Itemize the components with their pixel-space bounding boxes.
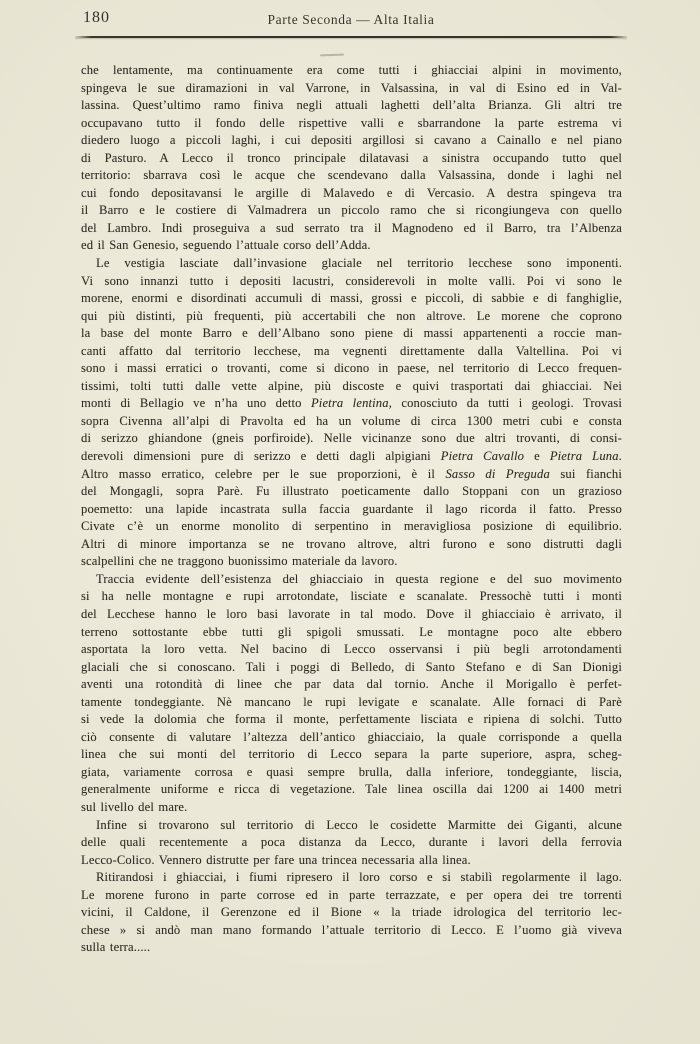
text-line: sulla terra.....: [81, 940, 151, 955]
text-line: linea che sui monti del territorio di Lecco separa la parte superiore, aspra, scheg-: [81, 747, 622, 762]
text-line: il Barro e le costiere di Valmadrera un piccolo ramo che si ricongiungeva con quello: [81, 203, 622, 218]
text-line: vicini, il Caldone, il Gerenzone ed il Bione « la triade idrologica del territorio lec-: [81, 905, 622, 920]
text-line: sono i massi erratici o trovanti, come si dicono in paese, nel territorio di Lecco frequen-: [81, 361, 622, 376]
text-line: occupavano tutto il fondo delle rispettive valli e sbarrandone la parte estrema vi: [81, 115, 622, 130]
text-line: Lecco-Colico. Vennero distrutte per fare una trincea necessaria alla linea.: [81, 852, 471, 867]
text-line: chese » si andò man mano formando l’attuale territorio di Lecco. E l’uomo già viveva: [81, 922, 622, 937]
text-line: Vi sono innanzi tutto i depositi lacustri, considerevoli in molte valli. Poi vi sono le: [81, 273, 622, 288]
paragraph: [81, 571, 622, 817]
text-line: canti affatto dal territorio lecchese, ma vegnenti direttamente dalla Valtellina. Poi vi: [81, 343, 622, 358]
text-line: del Lambro. Indi proseguiva a sud serrato tra il Magnodeno ed il Barro, tra l’Albenza: [81, 220, 622, 235]
text-line: glaciali che si conoscano. Tali i poggi di Belledo, di Santo Stefano e di San Dionigi: [81, 659, 622, 674]
text-line: di serizzo ghiandone (gneis porfiroide). Nelle vicinanze sono due altri trovanti, di consi-: [81, 431, 622, 446]
text-line: derevoli dimensioni pure di serizzo e detti dagli alpigiani Pietra Cavallo e Pietra Luna.: [81, 449, 622, 464]
text-line: spingeva le sue diramazioni in val Varrone, in Valsassina, in val di Esino ed in Val-: [81, 80, 622, 95]
text-line: Le morene furono in parte corrose ed in parte terrazzate, e per opera dei tre torrenti: [81, 887, 622, 902]
running-head: [75, 0, 627, 40]
text-line: si vede la dolomia che forma il monte, perfettamente lisciata e ripiena di solchi. Tutto: [81, 712, 622, 727]
text-line: Altro masso erratico, celebre per le sue proporzioni, è il Sasso di Preguda sui fianchi: [81, 466, 622, 481]
text-line: la base del monte Barro e dell’Albano sono piene di massi appartenenti a roccie man-: [81, 326, 622, 341]
text-line: Infine si trovarono sul territorio di Lecco le cosidette Marmitte dei Giganti, alcune: [96, 817, 622, 832]
text-line: del Mongagli, sopra Parè. Fu illustrato poeticamente dallo Stoppani con un grazioso: [81, 484, 622, 499]
paragraph: [81, 62, 622, 255]
text-line: monti di Bellagio ve n’ha uno detto Pietra lentina, conosciuto da tutti i geologi. Trovasi: [81, 396, 622, 411]
page-number: 180: [83, 9, 110, 26]
text-line: sul livello del mare.: [81, 799, 188, 814]
text-line: di Pasturo. A Lecco il tronco principale dilatavasi a sinistra occupando tutto quel: [81, 150, 622, 165]
paragraph: [81, 869, 622, 957]
paragraph: [81, 817, 622, 870]
text-line: cui fondo depositavansi le argille di Malavedo e di Vercasio. A destra spingeva tra: [81, 185, 622, 200]
text-line: asportata la loro vetta. Nel bacino di Lecco osservansi i più begli arrotondamenti: [81, 642, 622, 657]
text-line: poemetto: una lapide incastrata sulla faccia guardante il lago ricorda il fatto. Presso: [81, 501, 622, 516]
text-line: territorio: sbarrava così le acque che scendevano dalla Valsassina, donde i laghi nel: [81, 168, 622, 183]
text-line: del Lecchese hanno le loro basi lavorate in tal modo. Dove il ghiacciaio è arrivato, il: [81, 606, 622, 621]
text-line: lassina. Quest’ultimo ramo finiva negli attuali laghetti dell’alta Brianza. Gli altri tre: [81, 98, 622, 113]
text-line: generalmente uniforme e ricca di vegetazione. Tale linea oscilla dai 1200 ai 1400 metri: [81, 782, 622, 797]
text-line: ed il San Genesio, seguendo l’attuale corso dell’Adda.: [81, 238, 371, 253]
text-line: si ha nelle montagne e rupi arrotondate, lisciate e scanalate. Pressochè tutti i monti: [81, 589, 622, 604]
text-line: tissimi, tolti tutti dalle vette alpine, più discoste e quivi trasportati dai ghiacciai. Nei: [81, 378, 622, 393]
text-line: Altri di minore importanza se ne trovano altrove, altri furono e sono distrutti dagli: [81, 536, 622, 551]
text-line: scalpellini che ne traggono buonissimo materiale da lavoro.: [81, 554, 398, 569]
text-line: Traccia evidente dell’esistenza del ghiacciaio in questa regione e del suo movimento: [96, 571, 622, 586]
text-line: giata, variamente corrosa e quasi sempre brulla, dalla inferiore, tondeggiante, liscia,: [81, 764, 622, 779]
section-divider-mark: [320, 54, 344, 57]
text-line: terreno sottostante ebbe tutti gli spigoli smussati. Le montagne poco alte ebbero: [81, 624, 622, 639]
text-line: delle quali recentemente a poca distanza da Lecco, durante i lavori della ferrovia: [81, 835, 622, 850]
page-body-text: [81, 62, 622, 957]
text-line: Civate c’è un enorme monolito di serpentino in meravigliosa posizione di equilibrio.: [81, 519, 622, 534]
text-line: Ritirandosi i ghiacciai, i fiumi ripresero il loro corso e si stabilì regolarmente il lago.: [96, 870, 622, 885]
header-rule: [75, 36, 627, 38]
text-line: sopra Civenna all’alpi di Pravolta ed ha un volume di circa 1300 metri cubi e consta: [81, 413, 622, 428]
text-line: che lentamente, ma continuamente era come tutti i ghiacciai alpini in movimento,: [81, 63, 622, 77]
text-line: Le vestigia lasciate dall’invasione glaciale nel territorio lecchese sono imponenti.: [96, 256, 622, 271]
text-line: qui più distinti, più frequenti, più accertabili che non altrove. Le morene che coprono: [81, 308, 622, 323]
text-line: tamente tondeggiante. Nè mancano le rupi levigate e scanalate. Alle fornaci di Parè: [81, 694, 622, 709]
text-line: aventi una rotondità di linee che par data dal tornio. Anche il Morigallo è perfet-: [81, 677, 622, 692]
paragraph: [81, 255, 622, 571]
text-line: morene, enormi e disordinati accumuli di massi, grossi e piccoli, di sabbie e di fanghiglie,: [81, 291, 622, 306]
running-head-title: Parte Seconda — Alta Italia: [267, 12, 435, 27]
text-line: diedero luogo a piccoli laghi, i cui depositi argillosi si cavano a Cainallo e nel piano: [81, 133, 622, 148]
text-line: ciò consente di valutare l’altezza dell’antico ghiacciaio, la quale corrisponde a quella: [81, 729, 622, 744]
